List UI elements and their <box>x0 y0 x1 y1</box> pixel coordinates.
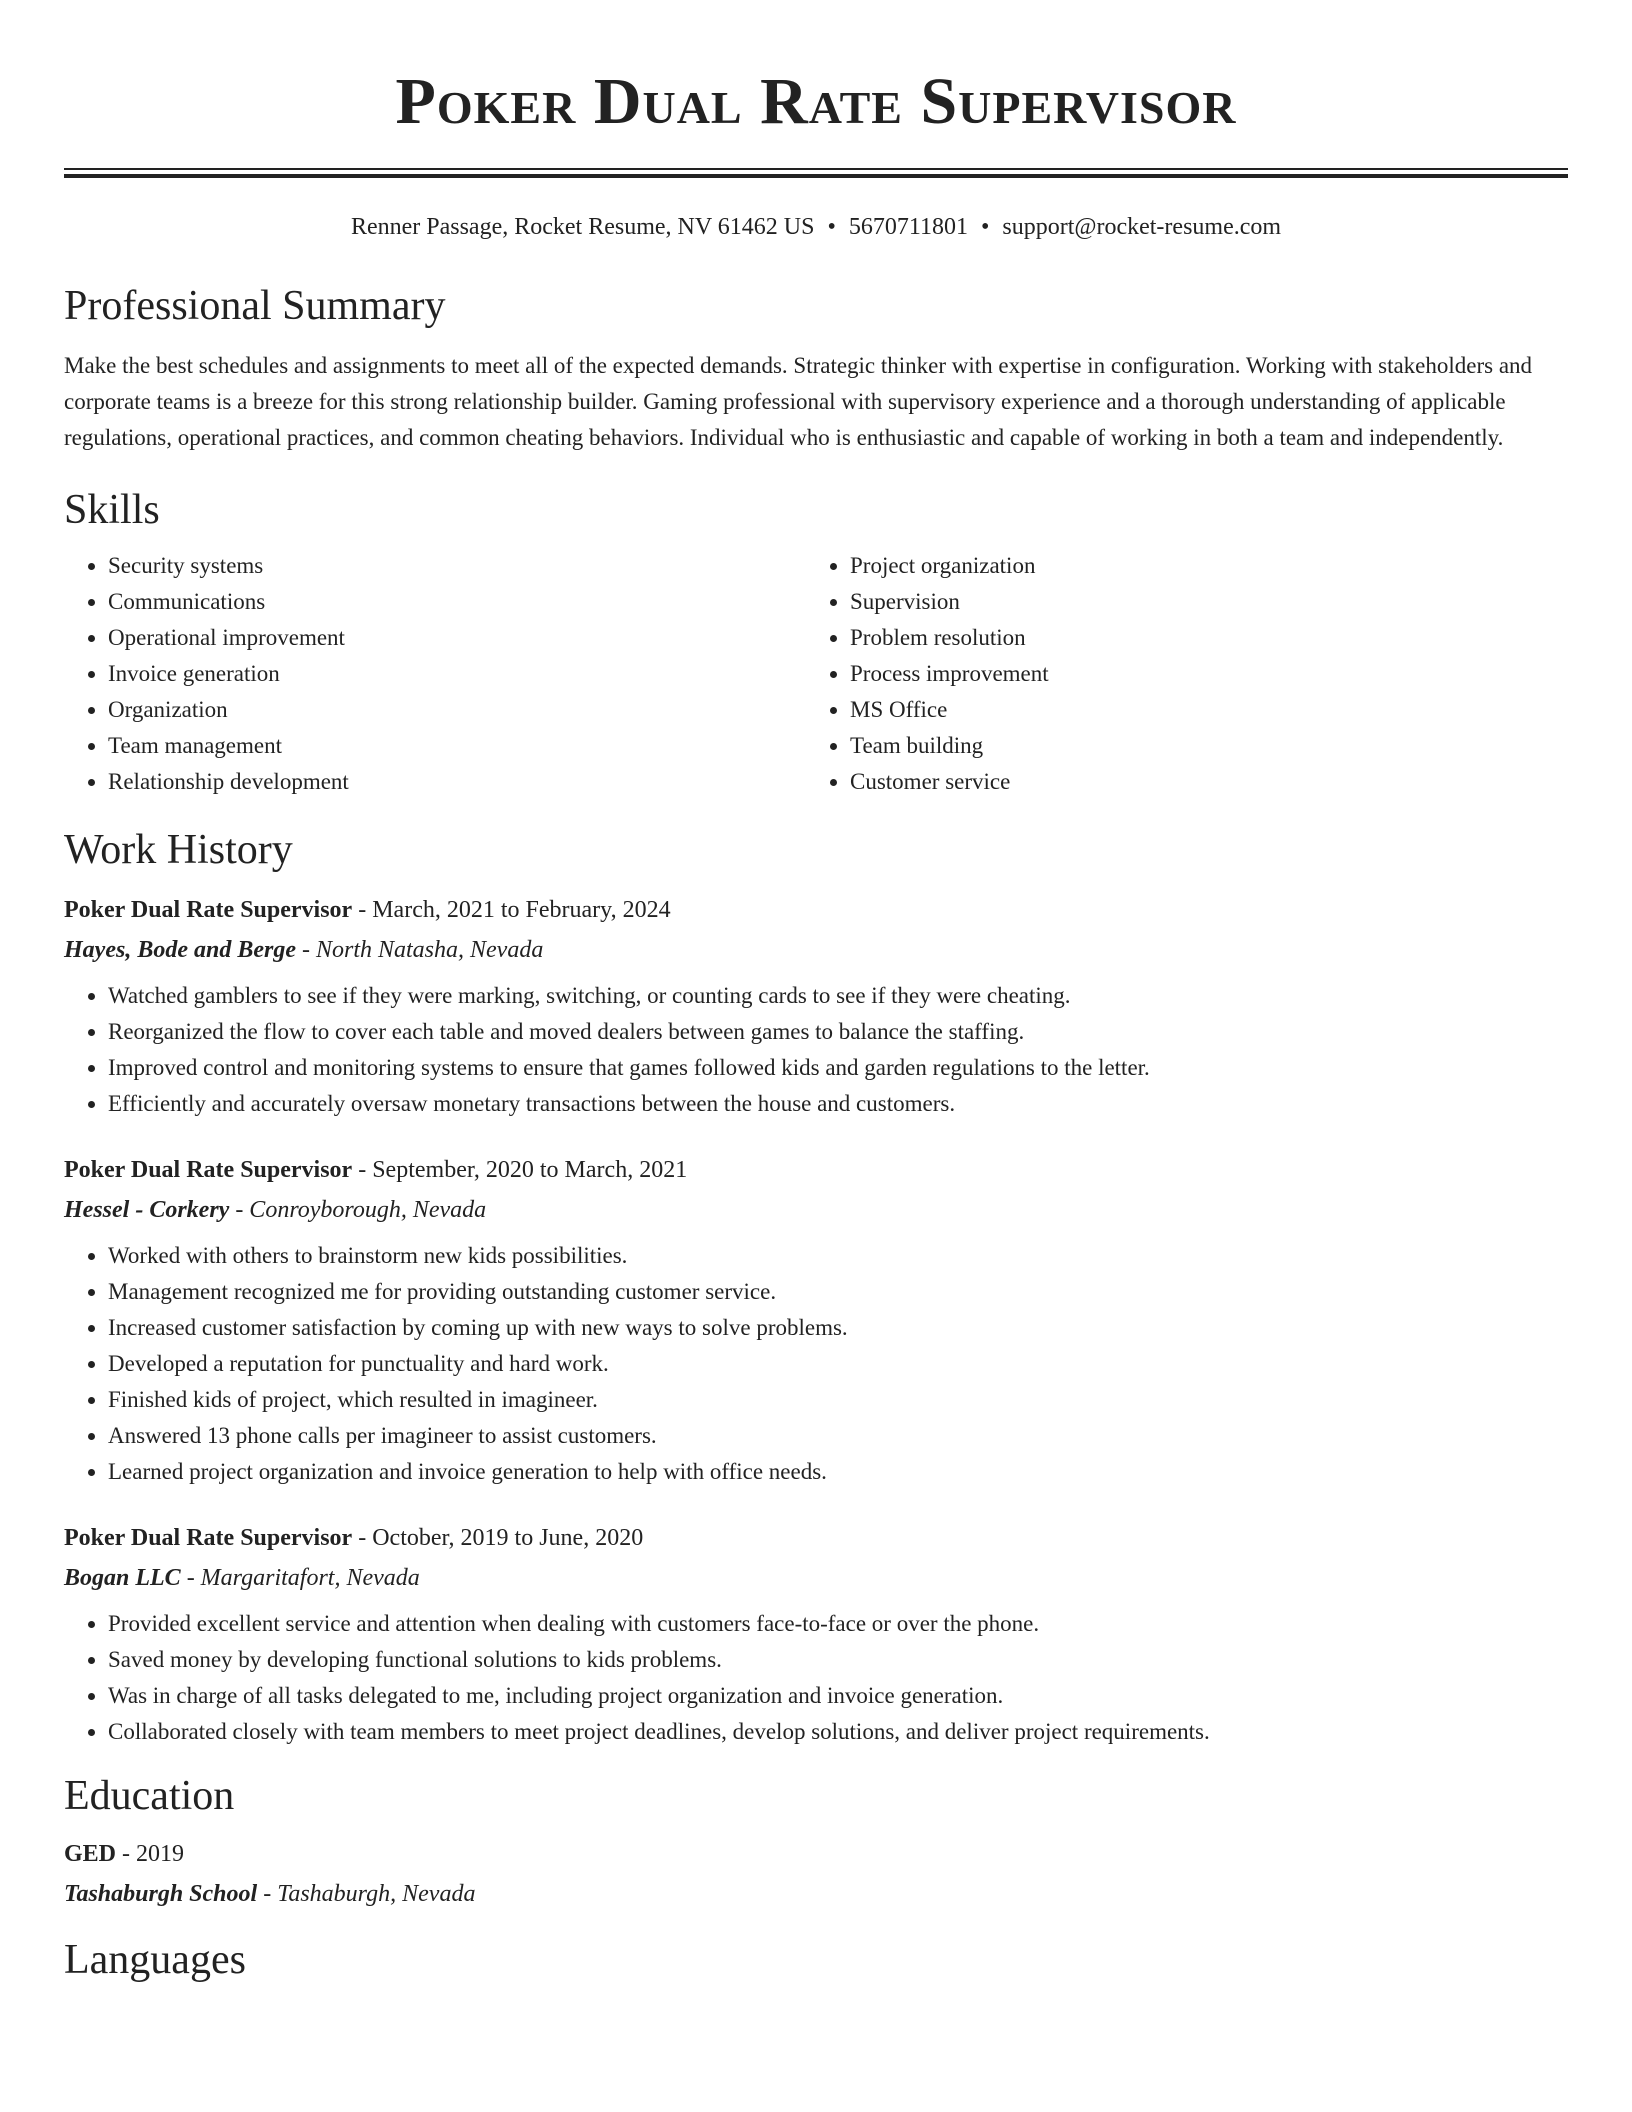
skills-heading: Skills <box>64 487 160 533</box>
job-bullet: • Provided excellent service and attention when dealing with customers face-to-face or over the phone. <box>108 1606 1568 1642</box>
skill-item: • Process improvement <box>850 656 1548 692</box>
education-entry <box>64 1834 1568 1914</box>
job-bullet: • Saved money by developing functional solutions to kids problems. <box>108 1642 1568 1678</box>
resume-page <box>64 0 1568 1986</box>
skill-item: • Organization <box>108 692 806 728</box>
job-bullet: • Developed a reputation for punctuality and hard work. <box>108 1346 1568 1382</box>
job-location: - Conroyborough, Nevada <box>229 1197 487 1223</box>
summary-text: Make the best schedules and assignments to meet all of the expected demands. Strategic thinker with expertise in configuration. Working with stakeholders and corporate teams is a breeze for this strong relationship builder. Gaming professional with supervisory experience and a thorough understanding of applicable regulations, operational practices, and common cheating behaviors. Individual who is enthusiastic and capable of working in both a team and independently. <box>64 353 1533 450</box>
skill-item: • Invoice generation <box>108 656 806 692</box>
summary-heading: Professional Summary <box>64 283 446 329</box>
job-entry <box>64 1150 1568 1490</box>
skills-column-left <box>64 548 806 800</box>
education-degree-line <box>64 1834 1568 1874</box>
job-bullet: • Reorganized the flow to cover each table and moved dealers between games to balance the staffing. <box>108 1014 1568 1050</box>
job-title-line <box>64 890 1568 930</box>
contact-line <box>64 212 1568 242</box>
education-school-line <box>64 1874 1568 1914</box>
skill-item: • Security systems <box>108 548 806 584</box>
skill-item: • Supervision <box>850 584 1548 620</box>
contact-address: Renner Passage, Rocket Resume, NV 61462 US <box>350 214 815 240</box>
education-year: - 2019 <box>116 1841 185 1867</box>
education-degree: GED <box>64 1841 117 1867</box>
job-company: Hessel - Corkery <box>64 1197 230 1223</box>
job-dates: - October, 2019 to June, 2020 <box>352 1525 644 1551</box>
skill-item: • Team building <box>850 728 1548 764</box>
contact-email[interactable]: support@rocket-resume.com <box>1002 214 1282 240</box>
job-bullet: • Improved control and monitoring systems to ensure that games followed kids and garden regulations to the letter. <box>108 1050 1568 1086</box>
skills-list <box>64 548 1568 800</box>
job-company-line <box>64 930 1568 970</box>
job-bullet: • Efficiently and accurately oversaw monetary transactions between the house and customers. <box>108 1086 1568 1122</box>
job-dates: - March, 2021 to February, 2024 <box>352 897 671 923</box>
job-bullet: • Learned project organization and invoice generation to help with office needs. <box>108 1454 1568 1490</box>
job-location: - Margaritafort, Nevada <box>180 1565 420 1591</box>
education-school: Tashaburgh School <box>64 1881 258 1907</box>
contact-phone: 5670711801 <box>848 214 968 240</box>
skill-item: • Communications <box>108 584 806 620</box>
education-heading: Education <box>64 1773 235 1819</box>
skills-column-right <box>806 548 1548 800</box>
skill-item: • Customer service <box>850 764 1548 800</box>
job-company: Hayes, Bode and Berge <box>64 937 296 963</box>
skill-item: • Operational improvement <box>108 620 806 656</box>
skill-item: • Team management <box>108 728 806 764</box>
skill-item: • MS Office <box>850 692 1548 728</box>
job-bullet: • Watched gamblers to see if they were marking, switching, or counting cards to see if they were cheating. <box>108 978 1568 1014</box>
contact-separator: • <box>827 214 836 240</box>
education-location: - Tashaburgh, Nevada <box>257 1881 476 1907</box>
job-bullet: • Collaborated closely with team members to meet project deadlines, develop solutions, and deliver project requirements. <box>108 1714 1568 1750</box>
job-bullet: • Worked with others to brainstorm new kids possibilities. <box>108 1238 1568 1274</box>
job-title-line <box>64 1150 1568 1190</box>
job-title: Poker Dual Rate Supervisor <box>64 897 353 923</box>
job-bullet: • Increased customer satisfaction by coming up with new ways to solve problems. <box>108 1310 1568 1346</box>
job-company: Bogan LLC <box>64 1565 181 1591</box>
job-bullet: • Answered 13 phone calls per imagineer to assist customers. <box>108 1418 1568 1454</box>
job-entry <box>64 1518 1568 1750</box>
skill-item: • Problem resolution <box>850 620 1548 656</box>
job-dates: - September, 2020 to March, 2021 <box>352 1157 688 1183</box>
job-title-line <box>64 1518 1568 1558</box>
job-bullets <box>64 978 1568 1122</box>
work-history-heading: Work History <box>64 827 293 873</box>
skill-item: • Project organization <box>850 548 1548 584</box>
contact-separator: • <box>980 214 990 240</box>
job-bullets <box>64 1238 1568 1490</box>
resume-name: Poker Dual Rate Supervisor <box>395 65 1237 138</box>
job-entry <box>64 890 1568 1122</box>
job-bullet: • Was in charge of all tasks delegated to me, including project organization and invoice generation. <box>108 1678 1568 1714</box>
title-divider <box>64 168 1568 178</box>
job-company-line <box>64 1558 1568 1598</box>
languages-heading: Languages <box>64 1937 246 1983</box>
job-company-line <box>64 1190 1568 1230</box>
job-location: - North Natasha, Nevada <box>295 937 544 963</box>
job-bullet: • Management recognized me for providing outstanding customer service. <box>108 1274 1568 1310</box>
skill-item: • Relationship development <box>108 764 806 800</box>
job-title: Poker Dual Rate Supervisor <box>64 1525 353 1551</box>
job-bullet: • Finished kids of project, which resulted in imagineer. <box>108 1382 1568 1418</box>
job-bullets <box>64 1606 1568 1750</box>
job-title: Poker Dual Rate Supervisor <box>64 1157 353 1183</box>
